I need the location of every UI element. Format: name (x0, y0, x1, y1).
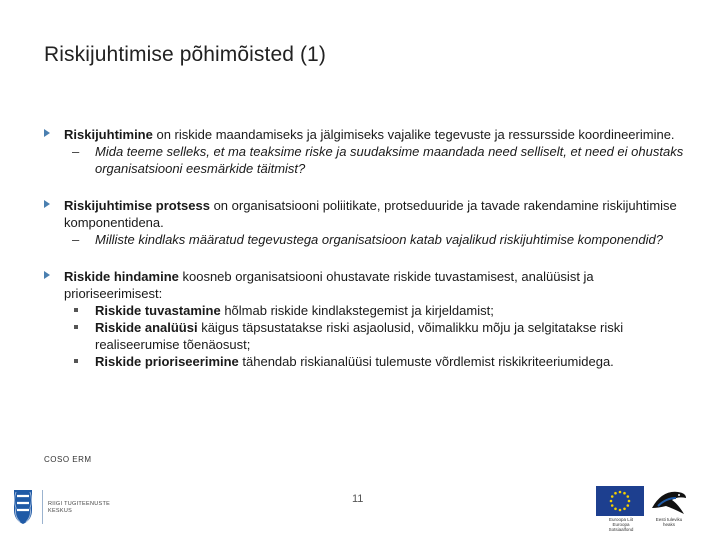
sub-item-term: Riskide tuvastamine (95, 303, 221, 318)
triangle-bullet-icon (44, 271, 50, 279)
sub-item (64, 302, 684, 319)
logo-text-line1: RIIGI TUGITEENUSTE (48, 501, 111, 507)
eu-stars-icon (596, 486, 644, 516)
eu-flag-icon (596, 486, 644, 516)
sub-item-text: hõlmab riskide kindlakstegemist ja kirjeldamist; (220, 303, 494, 318)
coat-of-arms-icon (12, 488, 34, 526)
swallow-icon (648, 486, 688, 516)
estonia-caption: Eesti tuleviku heaks (655, 517, 683, 527)
sub-question (64, 143, 684, 177)
triangle-bullet-icon (44, 200, 50, 208)
sub-question (64, 231, 684, 248)
bullet-text: on organisatsiooni poliitikate, protseduuride ja tavade rakendamine riskijuhtimise komponentidena. (64, 198, 677, 230)
bullet-term: Riskide hindamine (64, 269, 179, 284)
bullet-term: Riskijuhtimine (64, 127, 153, 142)
sub-item-text: tähendab riskianalüüsi tulemuste võrdlemist riskikriteeriumidega. (238, 354, 614, 369)
eu-caption: Euroopa Liit Euroopa Sotsiaalfond (608, 517, 634, 532)
bullet-list (44, 126, 684, 390)
bullet-text: on riskide maandamiseks ja jälgimiseks vajalike tegevuste ja ressursside koordineerimine. (152, 127, 675, 142)
logo-text (48, 501, 110, 515)
bullet-text: koosneb organisatsiooni ohustavate riskide tuvastamisest, analüüsist ja prioriseerimisest: (64, 269, 594, 301)
logo-divider (42, 490, 43, 524)
estonia-logo (648, 486, 688, 528)
triangle-bullet-icon (44, 129, 50, 137)
eu-logo (596, 486, 646, 532)
sub-item (64, 319, 684, 353)
bullet-item (44, 197, 684, 248)
sub-question-text: Mida teeme selleks, et ma teaksime riske ja suudaksime maandada need selliselt, et need ei ohustaks organisatsiooni eesmärkide täitmist? (95, 144, 684, 176)
rtk-logo (12, 488, 112, 528)
dash-bullet-icon: – (72, 232, 80, 247)
sub-item-text: käigus täpsustatakse riski asjaolusid, võimalikku mõju ja selgitatakse riski realiseerumise tõenäosust; (95, 320, 624, 352)
sub-item-term: Riskide analüüsi (95, 320, 198, 335)
logo-text-line2: KESKUS (48, 508, 73, 514)
source-label: COSO ERM (44, 455, 92, 464)
dash-bullet-icon: – (72, 144, 80, 159)
sub-item-term: Riskide prioriseerimine (95, 354, 239, 369)
bullet-item (44, 268, 684, 370)
sub-item (64, 353, 684, 370)
sub-question-text: Milliste kindlaks määratud tegevustega organisatsioon katab vajalikud riskijuhtimise komponendid? (95, 232, 663, 247)
square-bullet-icon (74, 359, 78, 363)
page-number: 11 (352, 493, 364, 505)
square-bullet-icon (74, 325, 78, 329)
page-title: Riskijuhtimise põhimõisted (1) (44, 43, 326, 66)
square-bullet-icon (74, 308, 78, 312)
bullet-term: Riskijuhtimise protsess (64, 198, 210, 213)
bullet-item (44, 126, 684, 177)
